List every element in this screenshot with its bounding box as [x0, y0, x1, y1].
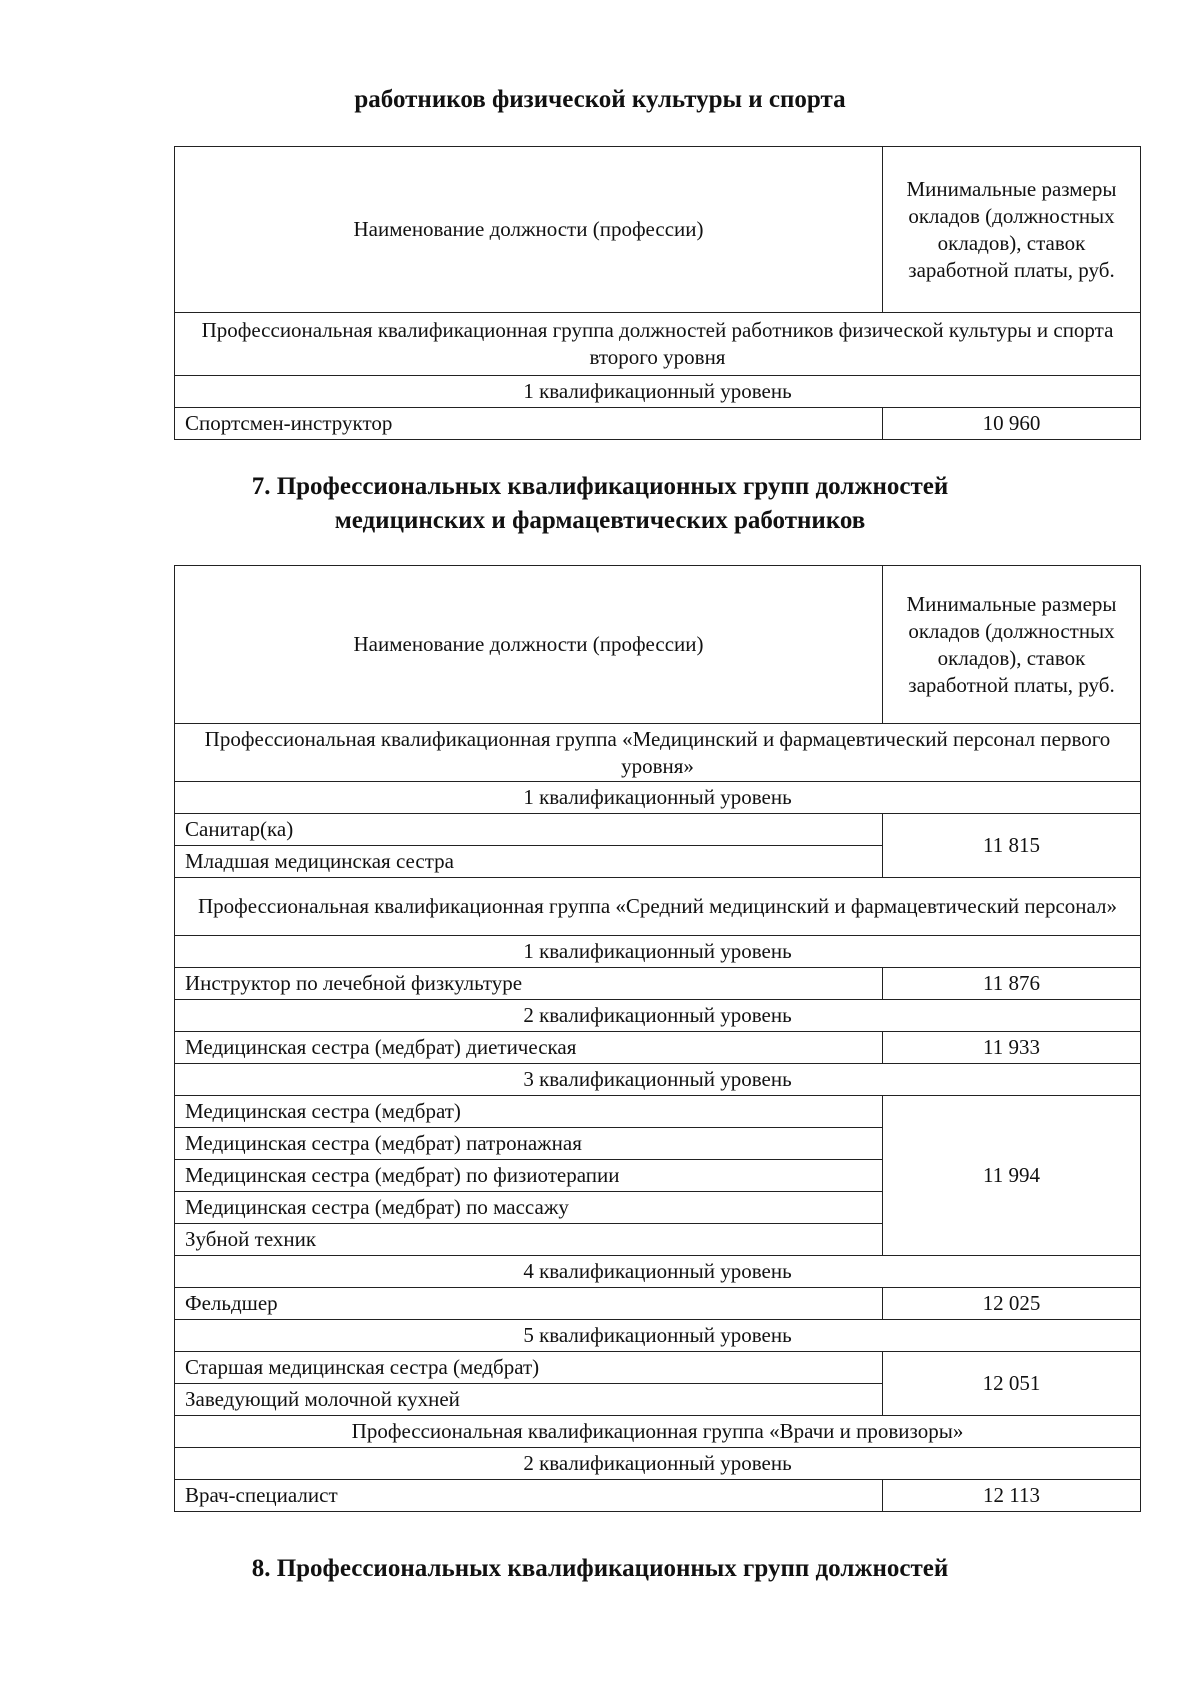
salary-value: 12 025	[883, 1288, 1141, 1320]
position-name: Заведующий молочной кухней	[175, 1384, 883, 1416]
position-name: Врач-специалист	[175, 1480, 883, 1512]
level-row	[175, 1320, 1141, 1352]
table-row	[175, 814, 1141, 846]
position-name: Зубной техник	[175, 1224, 883, 1256]
position-name: Санитар(ка)	[175, 814, 883, 846]
table-row	[175, 1288, 1141, 1320]
salary-value: 11 815	[883, 814, 1141, 878]
group-row	[175, 878, 1141, 936]
group-title: Профессиональная квалификационная группа «Медицинский и фармацевтический персонал первого уровня»	[175, 724, 1141, 782]
level-title: 2 квалификационный уровень	[175, 1448, 1141, 1480]
table-row	[175, 1480, 1141, 1512]
heading-line: медицинских и фармацевтических работников	[334, 507, 866, 534]
level-row	[175, 782, 1141, 814]
table-row	[175, 1352, 1141, 1384]
section-8-heading	[0, 1552, 1200, 1586]
header-position-name: Наименование должности (профессии)	[175, 147, 883, 313]
table-header-row	[175, 147, 1141, 313]
table-row	[175, 1096, 1141, 1128]
group-row	[175, 1416, 1141, 1448]
heading-line: 7. Профессиональных квалификационных групп должностей	[251, 473, 949, 500]
salary-value: 11 876	[883, 968, 1141, 1000]
position-name: Фельдшер	[175, 1288, 883, 1320]
level-title: 1 квалификационный уровень	[175, 782, 1141, 814]
level-title: 1 квалификационный уровень	[175, 376, 1141, 408]
group-row	[175, 313, 1141, 376]
salary-value: 12 051	[883, 1352, 1141, 1416]
level-row	[175, 376, 1141, 408]
salary-value: 10 960	[883, 408, 1141, 440]
level-row	[175, 936, 1141, 968]
position-name: Медицинская сестра (медбрат)	[175, 1096, 883, 1128]
position-name: Старшая медицинская сестра (медбрат)	[175, 1352, 883, 1384]
salary-value: 11 994	[883, 1096, 1141, 1256]
level-row	[175, 1256, 1141, 1288]
salary-table-sport	[174, 146, 1141, 440]
level-title: 3 квалификационный уровень	[175, 1064, 1141, 1096]
position-name: Медицинская сестра (медбрат) по массажу	[175, 1192, 883, 1224]
table-row	[175, 408, 1141, 440]
salary-table-medical	[174, 565, 1141, 1512]
level-row	[175, 1064, 1141, 1096]
heading-line: работников физической культуры и спорта	[354, 86, 846, 113]
header-position-name: Наименование должности (профессии)	[175, 566, 883, 724]
group-title: Профессиональная квалификационная группа должностей работников физической культуры и спорта второго уровня	[175, 313, 1141, 376]
table-row	[175, 968, 1141, 1000]
position-name: Спортсмен-инструктор	[175, 408, 883, 440]
group-row	[175, 724, 1141, 782]
table-row	[175, 1032, 1141, 1064]
level-title: 5 квалификационный уровень	[175, 1320, 1141, 1352]
table-header-row	[175, 566, 1141, 724]
level-title: 2 квалификационный уровень	[175, 1000, 1141, 1032]
heading-line: 8. Профессиональных квалификационных групп должностей	[251, 1555, 949, 1582]
position-name: Инструктор по лечебной физкультуре	[175, 968, 883, 1000]
group-title: Профессиональная квалификационная группа «Врачи и провизоры»	[175, 1416, 1141, 1448]
level-title: 4 квалификационный уровень	[175, 1256, 1141, 1288]
position-name: Медицинская сестра (медбрат) патронажная	[175, 1128, 883, 1160]
group-title: Профессиональная квалификационная группа «Средний медицинский и фармацевтический персонал»	[175, 878, 1141, 936]
section-7-heading	[0, 470, 1200, 538]
salary-value: 11 933	[883, 1032, 1141, 1064]
position-name: Медицинская сестра (медбрат) диетическая	[175, 1032, 883, 1064]
section-heading-sport	[0, 83, 1200, 117]
salary-value: 12 113	[883, 1480, 1141, 1512]
position-name: Младшая медицинская сестра	[175, 846, 883, 878]
level-row	[175, 1448, 1141, 1480]
level-title: 1 квалификационный уровень	[175, 936, 1141, 968]
header-min-salary: Минимальные размеры окладов (должностных окладов), ставок заработной платы, руб.	[883, 566, 1141, 724]
position-name: Медицинская сестра (медбрат) по физиотерапии	[175, 1160, 883, 1192]
level-row	[175, 1000, 1141, 1032]
header-min-salary: Минимальные размеры окладов (должностных окладов), ставок заработной платы, руб.	[883, 147, 1141, 313]
